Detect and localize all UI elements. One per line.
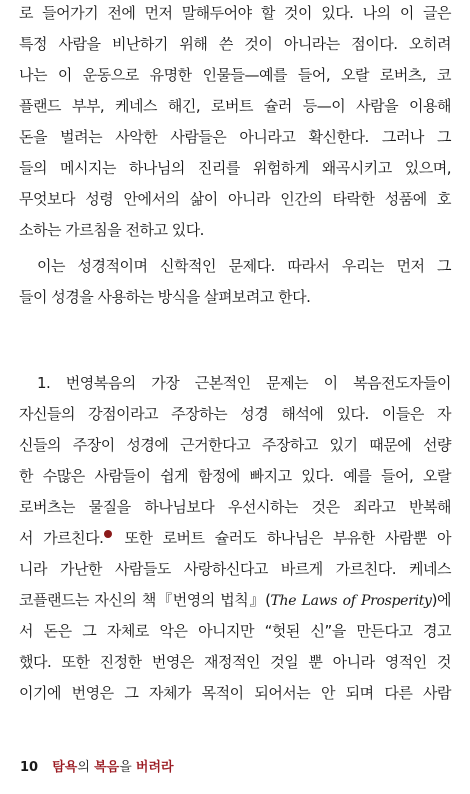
running-title-particle: 을 xyxy=(119,760,132,775)
text-line: 로 들어가기 전에 먼저 말해두어야 할 것이 있다. 나의 이 글은 xyxy=(19,4,451,22)
running-title-word: 버려라 xyxy=(135,760,174,775)
text-line xyxy=(19,528,451,548)
text-line: 했다. 또한 진정한 번영은 재정적인 것일 뿐 아니라 영적인 것 xyxy=(19,653,451,671)
text-line: 무엇보다 성령 안에서의 삶이 아니라 인간의 타락한 성품에 호 xyxy=(19,190,451,208)
text-line: 나는 이 운동으로 유명한 인물들—예를 들어, 오랄 로버츠, 코 xyxy=(19,66,451,84)
text-line: 이기에 번영은 그 자체가 목적이 되어서는 안 되며 다른 사람 xyxy=(19,684,451,702)
text-line: 돈을 벌려는 사악한 사람들은 아니라고 확신한다. 그러나 그 xyxy=(19,128,451,146)
text-line: 소하는 가르침을 전하고 있다. xyxy=(19,221,204,239)
running-title-word: 복음 xyxy=(94,760,120,775)
text-line xyxy=(19,590,451,611)
text-line: 들의 메시지는 하나님의 진리를 위험하게 왜곡시키고 있으며, xyxy=(19,159,451,177)
text-line: 특정 사람을 비난하기 위해 쓴 것이 아니라는 점이다. 오히려 xyxy=(19,35,451,53)
text-line: 니라 가난한 사람들도 사랑하신다고 바르게 가르친다. 케네스 xyxy=(19,560,451,578)
text-line: 자신들의 강점이라고 주장하는 성경 해석에 있다. 이들은 자 xyxy=(19,405,451,423)
text-line: 신들의 주장이 성경에 근거한다고 주장하고 있기 때문에 선량 xyxy=(19,436,451,454)
text-line: 1. 번영복음의 가장 근본적인 문제는 이 복음전도자들이 xyxy=(37,374,451,392)
page-footer xyxy=(20,760,174,776)
endnote-marker[interactable] xyxy=(104,530,112,538)
text-line: 플랜드 부부, 케네스 해긴, 로버트 슐러 등—이 사람을 이용해 xyxy=(19,97,451,115)
text-segment: 서 가르친다. xyxy=(19,529,104,547)
text-segment: 코플랜드는 자신의 책『번영의 법칙』( xyxy=(19,591,271,609)
text-line: 서 돈은 그 자체로 악은 아니지만 “헛된 신”을 만든다고 경고 xyxy=(19,622,451,640)
text-line: 로버츠는 물질을 하나님보다 우선시하는 것은 죄라고 반복해 xyxy=(19,498,451,516)
text-segment: )에 xyxy=(431,591,451,609)
text-line: 들이 성경을 사용하는 방식을 살펴보려고 한다. xyxy=(19,288,311,306)
text-segment: 또한 로버트 슐러도 하나님은 부유한 사람뿐 아 xyxy=(124,529,451,547)
running-title-word: 탐욕 xyxy=(52,760,78,775)
book-title-english: The Laws of Prosperity xyxy=(270,593,432,609)
page-number: 10 xyxy=(20,760,39,775)
text-line: 이는 성경적이며 신학적인 문제다. 따라서 우리는 먼저 그 xyxy=(37,257,451,275)
text-line: 한 수많은 사람들이 쉽게 함정에 빠지고 있다. 예를 들어, 오랄 xyxy=(19,467,451,485)
running-title-particle: 의 xyxy=(77,760,90,775)
